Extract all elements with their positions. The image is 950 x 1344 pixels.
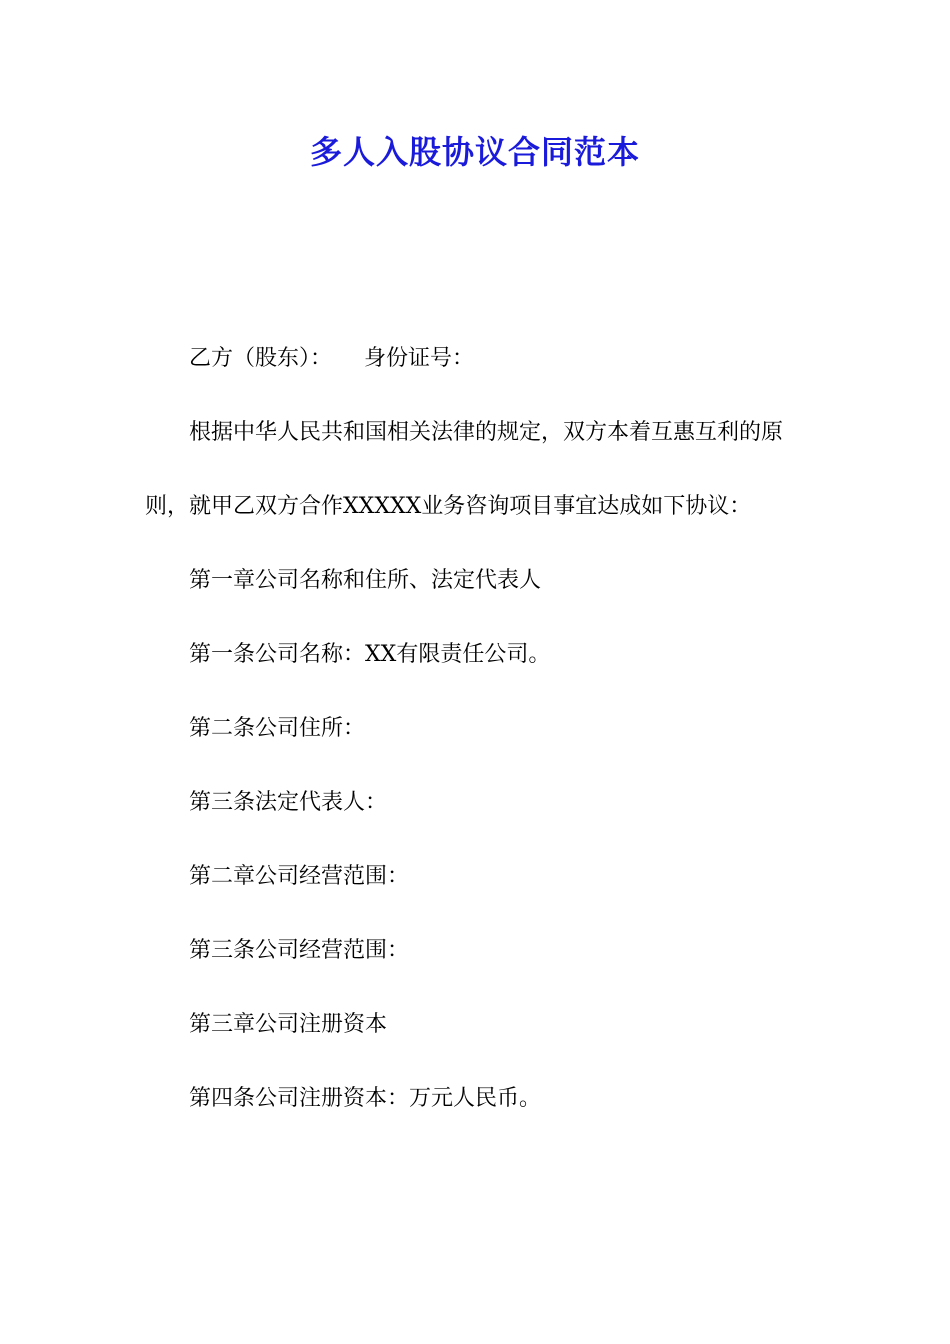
article-4: 第四条公司注册资本：万元人民币。 — [189, 1086, 542, 1111]
party-b-line — [145, 322, 810, 396]
article-3-business-scope: 第三条公司经营范围： — [189, 938, 410, 963]
article-1: 第一条公司名称：XX有限责任公司。 — [189, 642, 551, 667]
chapter-2-heading: 第二章公司经营范围： — [189, 864, 410, 889]
document-body — [145, 322, 810, 1136]
preamble-paragraph: 根据中华人民共和国相关法律的规定，双方本着互惠互利的原则，就甲乙双方合作XXXXX业务咨询项目事宜达成如下协议： — [145, 420, 784, 519]
chapter-3-heading: 第三章公司注册资本 — [189, 1012, 388, 1037]
document-title: 多人入股协议合同范本 — [309, 133, 640, 171]
chapter-1-heading: 第一章公司名称和住所、法定代表人 — [189, 568, 542, 593]
article-2: 第二条公司住所： — [189, 716, 366, 741]
article-3-legal-rep: 第三条法定代表人： — [189, 790, 388, 815]
id-number-label: 身份证号： — [364, 346, 475, 371]
party-b-label: 乙方（股东）： — [189, 346, 333, 371]
